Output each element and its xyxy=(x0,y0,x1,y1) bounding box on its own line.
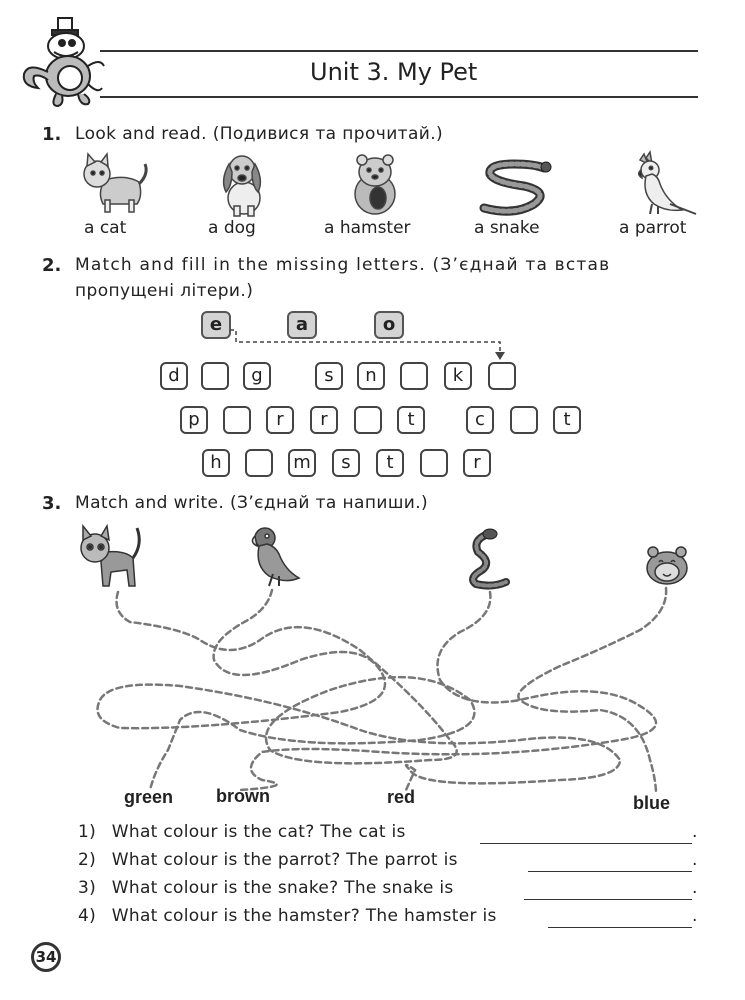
answer-4-period: . xyxy=(692,906,698,926)
question-1-number: 1) xyxy=(78,822,97,842)
question-1 xyxy=(78,822,406,842)
vowel-tile-e[interactable]: e xyxy=(201,311,231,339)
color-word-brown: brown xyxy=(216,786,270,806)
question-2-text: What colour is the parrot? The parrot is xyxy=(111,850,458,870)
letter-box-parrot-4: r xyxy=(310,406,338,434)
letter-box-snake-1: s xyxy=(315,362,343,390)
vowel-tile-o[interactable]: o xyxy=(374,311,404,339)
caption-snake: a snake xyxy=(474,218,540,238)
answer-3-period: . xyxy=(692,878,698,898)
letter-box-hamster-7: r xyxy=(463,449,491,477)
task2-number: 2. xyxy=(42,255,62,276)
answer-1-period: . xyxy=(692,822,698,842)
letter-box-dog-3: g xyxy=(243,362,271,390)
task3-instruction: Match and write. (З’єднай та напиши.) xyxy=(75,493,429,513)
page-title: Unit 3. My Pet xyxy=(310,58,478,86)
question-3 xyxy=(78,878,454,898)
question-4 xyxy=(78,906,497,926)
letter-box-cat-3: t xyxy=(553,406,581,434)
letter-box-parrot-6: t xyxy=(397,406,425,434)
question-1-text: What colour is the cat? The cat is xyxy=(111,822,406,842)
caption-dog: a dog xyxy=(208,218,256,238)
question-2-number: 2) xyxy=(78,850,97,870)
answer-blank-2[interactable] xyxy=(528,855,692,872)
question-2 xyxy=(78,850,458,870)
caption-parrot: a parrot xyxy=(619,218,687,238)
caption-hamster: a hamster xyxy=(324,218,411,238)
answer-blank-3[interactable] xyxy=(524,883,692,900)
question-3-number: 3) xyxy=(78,878,97,898)
color-word-green: green xyxy=(124,787,174,807)
task1-number: 1. xyxy=(42,124,62,145)
page-number-badge: 34 xyxy=(31,942,61,972)
question-3-text: What colour is the snake? The snake is xyxy=(111,878,454,898)
color-word-blue: blue xyxy=(633,793,671,813)
letter-box-snake-2: n xyxy=(357,362,385,390)
letter-box-parrot-3: r xyxy=(266,406,294,434)
letter-box-hamster-5: t xyxy=(376,449,404,477)
letter-box-hamster-3: m xyxy=(288,449,316,477)
question-4-number: 4) xyxy=(78,906,97,926)
letter-box-cat-1: c xyxy=(466,406,494,434)
vowel-tile-a[interactable]: a xyxy=(287,311,317,339)
task2-instruction-line2: пропущені літери.) xyxy=(75,281,254,301)
answer-2-period: . xyxy=(692,850,698,870)
question-4-text: What colour is the hamster? The hamster is xyxy=(111,906,497,926)
letter-box-parrot-1: p xyxy=(180,406,208,434)
task2-instruction-line1: Match and fill in the missing letters. (З’єднай та встав xyxy=(75,255,611,275)
answer-blank-4[interactable] xyxy=(548,911,692,928)
letter-box-snake-4: k xyxy=(444,362,472,390)
letter-box-hamster-4: s xyxy=(332,449,360,477)
caption-cat: a cat xyxy=(84,218,127,238)
task3-number: 3. xyxy=(42,493,62,514)
answer-blank-1[interactable] xyxy=(480,827,692,844)
letter-box-hamster-1: h xyxy=(202,449,230,477)
letter-box-dog-1: d xyxy=(160,362,188,390)
color-word-red: red xyxy=(387,787,416,807)
task1-instruction: Look and read. (Подивися та прочитай.) xyxy=(75,124,444,144)
